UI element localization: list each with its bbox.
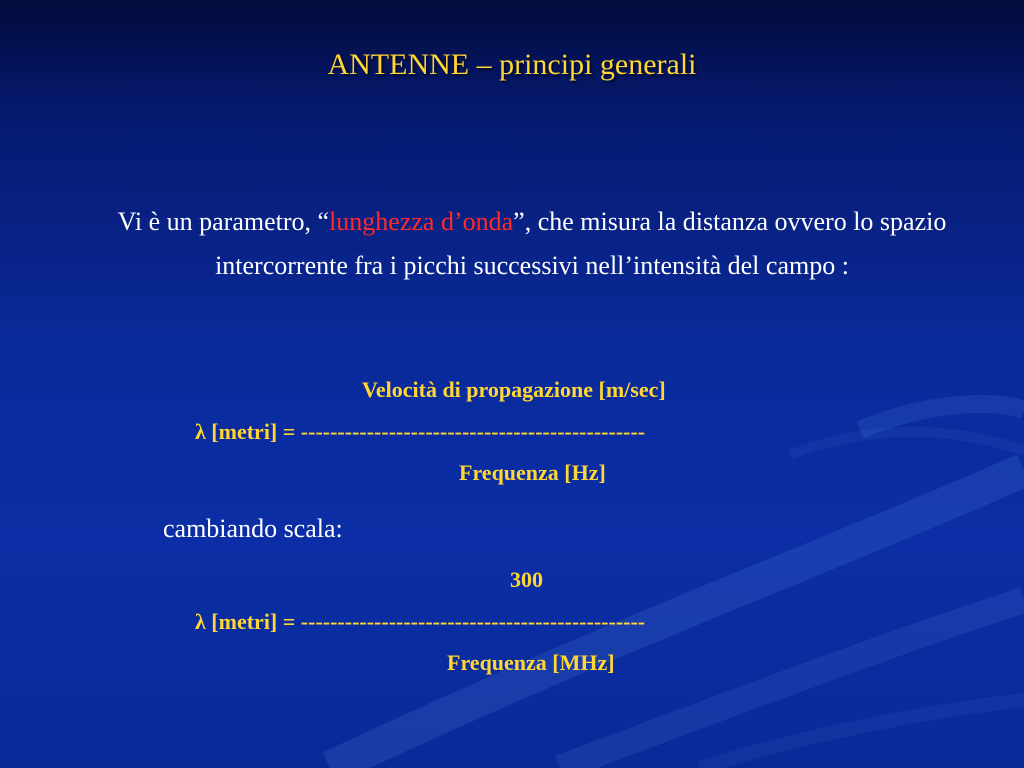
wavelength-term: lunghezza d’onda: [329, 207, 514, 236]
intro-text-after: ”, che misura la distanza ovvero lo spazio intercorrente fra i picchi successivi nell’intensità del campo :: [215, 207, 947, 280]
slide-title: ANTENNE – principi generali: [327, 48, 697, 81]
formula1-denominator: Frequenza [Hz]: [459, 460, 606, 485]
formula2-numerator: 300: [510, 567, 543, 592]
change-scale-text: cambiando scala:: [163, 514, 343, 543]
formula2-denominator: Frequenza [MHz]: [447, 650, 615, 675]
formula2-lambda-line: λ [metri] = -----------------------------------------------: [195, 609, 646, 634]
intro-paragraph: [72, 200, 992, 288]
intro-text-before: Vi è un parametro, “: [117, 207, 330, 236]
formula1-lambda-line: λ [metri] = -----------------------------------------------: [195, 419, 646, 444]
formula1-numerator: Velocità di propagazione [m/sec]: [362, 377, 666, 402]
